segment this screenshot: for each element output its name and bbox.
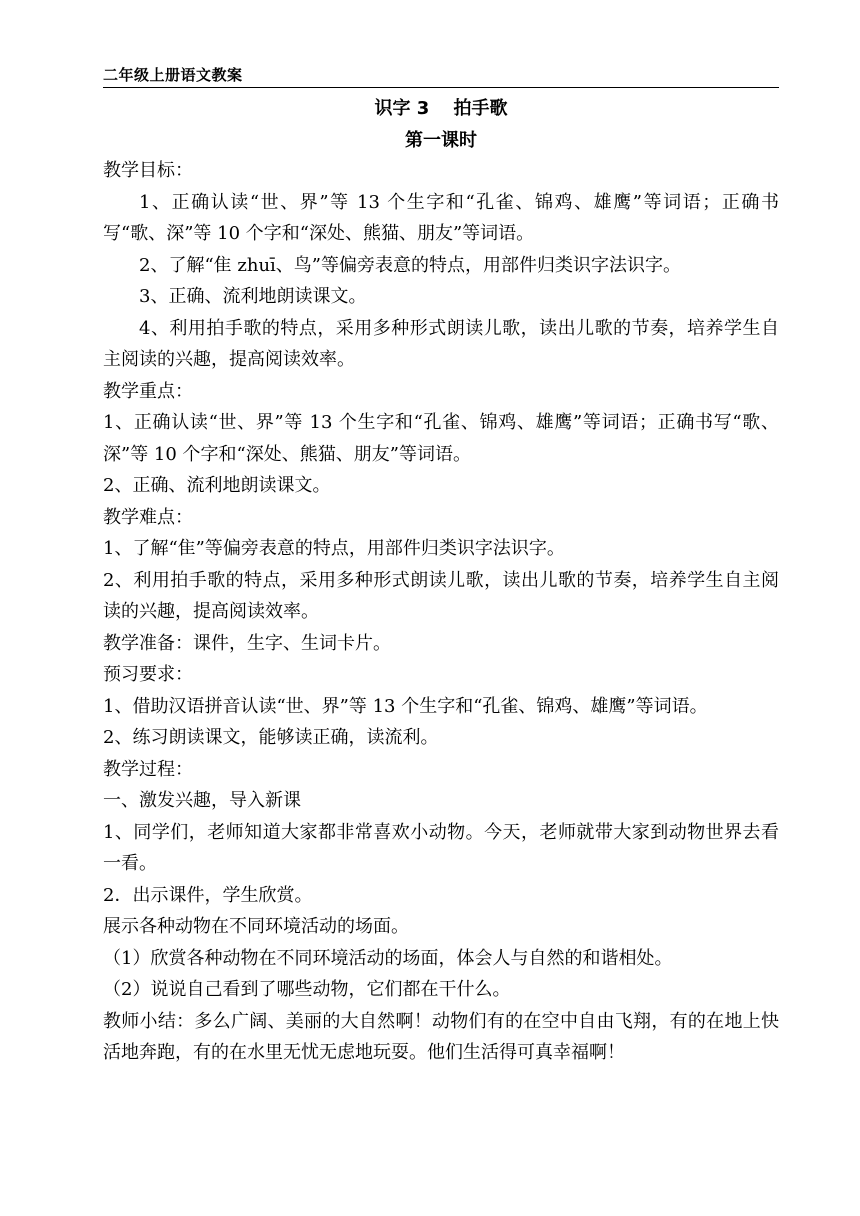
paragraph: 3、正确、流利地朗读课文。	[139, 286, 367, 307]
paragraph: 展示各种动物在不同环境活动的场面。	[103, 916, 409, 937]
paragraph: 教学重点：	[103, 380, 193, 402]
lesson-title: 识字 3 拍手歌	[374, 98, 508, 119]
paragraph: 2．出示课件，学生欣赏。	[103, 884, 313, 906]
paragraph: 预习要求：	[103, 664, 193, 685]
paragraph: 1、正确认读“世、界”等 13 个生字和“孔雀、锦鸡、雄鹰”等词语；正确书写“歌、深”等 10 个字和“深处、熊猫、朋友”等词语。	[103, 191, 779, 244]
paragraph: 一、激发兴趣，导入新课	[103, 790, 301, 811]
paragraph: 1、同学们，老师知道大家都非常喜欢小动物。今天，老师就带大家到动物世界去看一看。	[103, 821, 779, 874]
paragraph: 2、利用拍手歌的特点，采用多种形式朗读儿歌，读出儿歌的节奏，培养学生自主阅读的兴趣，提高阅读效率。	[103, 569, 779, 622]
lesson-subtitle: 第一课时	[405, 130, 477, 151]
header-text: 二年级上册语文教案	[103, 66, 243, 84]
paragraph: 1、了解“隹”等偏旁表意的特点，用部件归类识字法识字。	[103, 538, 565, 559]
paragraph: 教学准备：课件，生字、生词卡片。	[103, 632, 391, 654]
paragraph: 1、借助汉语拼音认读“世、界”等 13 个生字和“孔雀、锦鸡、雄鹰”等词语。	[103, 695, 708, 717]
paragraph: 教学过程：	[103, 758, 193, 780]
paragraph: 教师小结：多么广阔、美丽的大自然啊！动物们有的在空中自由飞翔，有的在地上快活地奔跑，有的在水里无忧无虑地玩耍。他们生活得可真幸福啊！	[103, 1010, 779, 1063]
lesson-body	[103, 155, 779, 1069]
paragraph: 2、练习朗读课文，能够读正确，读流利。	[103, 727, 439, 748]
page-header	[103, 62, 779, 88]
paragraph: 1、正确认读“世、界”等 13 个生字和“孔雀、锦鸡、雄鹰”等词语；正确书写“歌、深”等 10 个字和“深处、熊猫、朋友”等词语。	[103, 412, 779, 465]
paragraph: 教学难点：	[103, 506, 193, 528]
paragraph: （1）欣赏各种动物在不同环境活动的场面，体会人与自然的和谐相处。	[103, 947, 673, 969]
paragraph: 教学目标：	[103, 160, 193, 181]
paragraph: 4、利用拍手歌的特点，采用多种形式朗读儿歌，读出儿歌的节奏，培养学生自主阅读的兴趣，提高阅读效率。	[103, 317, 779, 370]
paragraph: 2、正确、流利地朗读课文。	[103, 475, 331, 496]
paragraph: （2）说说自己看到了哪些动物，它们都在干什么。	[103, 979, 511, 1000]
paragraph: 2、了解“隹 zhuī、鸟”等偏旁表意的特点，用部件归类识字法识字。	[139, 254, 682, 276]
